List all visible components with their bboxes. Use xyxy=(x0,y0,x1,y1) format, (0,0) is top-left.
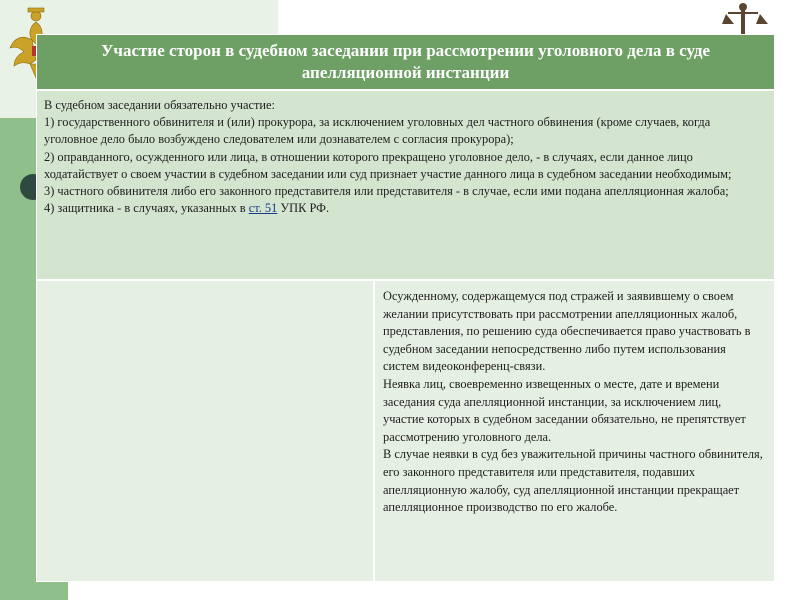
detail-paragraph: Неявка лиц, своевременно извещенных о месте, дате и времени заседания суда апелляционной инстанции, за исключением лиц, участие которых в судебном заседании обязательно, не препятствует рассмотрению уголовного дела. xyxy=(383,376,746,444)
item4-prefix: 4) защитника - в случаях, указанных в xyxy=(44,201,249,216)
top-accent-band xyxy=(122,0,278,34)
list-item: 1) государственного обвинителя и (или) прокурора, за исключением уголовных дел частного обвинения (кроме случаев, когда уголовное дело было возбуждено следователем или дознавателем с согласия прокурора); xyxy=(44,115,711,147)
empty-cell xyxy=(37,281,375,581)
mandatory-participants-cell xyxy=(37,91,774,281)
intro-lead: В судебном заседании обязательно участие: xyxy=(44,98,275,112)
content-table xyxy=(36,34,775,582)
list-item: 2) оправданного, осужденного или лица, в отношении которого прекращено уголовное дело, - в случаях, если данное лицо ходатайствует о своем участии в судебном заседании или суд признает участие данного лица в судебном заседании необходимым; xyxy=(44,149,732,181)
detail-paragraph: Осужденному, содержащемуся под стражей и заявившему о своем желании присутствовать при рассмотрении апелляционных жалоб, представления, по решению суда обеспечивается право участвовать в судебном заседании непосредственно либо путем использования систем видеоконференц-связи. xyxy=(383,289,751,374)
page-title: Участие сторон в судебном заседании при рассмотрении уголовного дела в суде апелляционной инстанции xyxy=(37,35,774,91)
details-cell xyxy=(375,281,774,581)
list-item: 3) частного обвинителя либо его законного представителя или представителя - в случае, если ими подана апелляционная жалоба; xyxy=(44,184,729,199)
right-margin xyxy=(775,0,800,600)
detail-paragraph: В случае неявки в суд без уважительной причины частного обвинителя, его законного представителя или представителя, подавших апелляционную жалобу, суд апелляционной инстанции прекращает апелляционное производство по его жалобе. xyxy=(383,447,763,515)
item4-suffix: УПК РФ. xyxy=(277,201,330,216)
law-article-link[interactable]: ст. 51 xyxy=(248,201,278,216)
list-item xyxy=(44,200,767,217)
